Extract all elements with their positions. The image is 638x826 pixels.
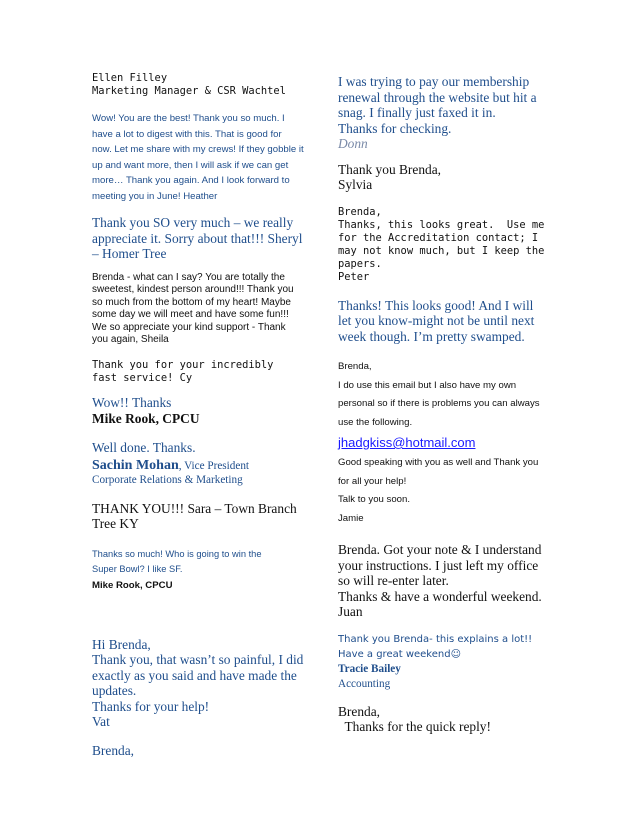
- vat-note: [92, 637, 304, 730]
- sachin-title: , Vice President: [178, 459, 250, 472]
- sylvia-line: Thank you Brenda,: [338, 161, 442, 177]
- tracie-note: [338, 632, 550, 692]
- left-column: [92, 72, 304, 758]
- mike-rook-note-2: [92, 547, 304, 593]
- sylvia-note: [338, 162, 550, 193]
- vat-thanks: Thanks for your help!: [92, 698, 210, 714]
- sachin-dept: Corporate Relations & Marketing: [92, 473, 243, 486]
- mike2-name: Mike Rook, CPCU: [92, 579, 173, 591]
- donn-note: [338, 74, 550, 152]
- heather-note: Wow! You are the best! Thank you so much. I have a lot to digest with this. That is good for now. Let me share with my crews! If they gobble it up and want more, then I will ask if we can get more… Thank you again. And I look forward to meeting you in June! Heather: [92, 113, 304, 202]
- jamie-email-link[interactable]: jhadgkiss@hotmail.com: [338, 435, 476, 450]
- sheila-note: Brenda - what can I say? You are totally the sweetest, kindest person around!!! Thank you so much from the bottom of my heart! Maybe some day we will meet and have some fun!!! We so appreciate your kind support - Thank you again, Sheila: [92, 271, 294, 346]
- donn-body: I was trying to pay our membership renewal through the website but hit a snag. I finally just faxed it in.: [338, 74, 537, 120]
- last-line: Thanks for the quick reply!: [338, 719, 491, 734]
- thanks-good-note: Thanks! This looks good! And I will let you know-might not be until next week though. I’m pretty swamped.: [338, 297, 535, 344]
- peter-note: Brenda, Thanks, this looks great. Use me for the Accreditation contact; I may not know much, but I keep the papers. Peter: [338, 205, 545, 283]
- last-greeting: Brenda,: [338, 703, 381, 719]
- sara-note: THANK YOU!!! Sara – Town Branch Tree KY: [92, 500, 297, 532]
- donn-thanks: Thanks for checking.: [338, 120, 452, 136]
- mike2-line1: Thanks so much! Who is going to win the: [92, 548, 262, 559]
- vat-greeting: Hi Brenda,: [92, 636, 151, 652]
- last-note: [338, 704, 550, 735]
- tracie-name: Tracie Bailey: [338, 662, 401, 675]
- ellen-filley-note: [92, 72, 304, 98]
- donn-sign: Donn: [338, 136, 368, 151]
- jamie-body: I do use this email but I also have my own personal so if there is problems you can always use the following.: [338, 379, 540, 428]
- left-last-greeting: Brenda,: [92, 742, 135, 758]
- mike1-line: Wow!! Thanks: [92, 395, 172, 411]
- ellen-name: Ellen Filley: [92, 72, 168, 84]
- tracie-line1: Thank you Brenda- this explains a lot!!: [338, 633, 533, 645]
- jamie-body2: Good speaking with you as well and Thank you for all your help!: [338, 457, 539, 487]
- tracie-dept: Accounting: [338, 677, 391, 690]
- sachin-mohan-note: [92, 440, 304, 486]
- sachin-line: Well done. Thanks.: [92, 440, 196, 456]
- tracie-line2: Have a great weekend☺: [338, 648, 462, 660]
- sheryl-note: Thank you SO very much – we really appreciate it. Sorry about that!!! Sheryl – Homer Tree: [92, 215, 303, 261]
- sylvia-sign: Sylvia: [338, 177, 373, 192]
- mike1-name: Mike Rook, CPCU: [92, 410, 200, 426]
- mike2-line2: Super Bowl? I like SF.: [92, 564, 183, 575]
- ellen-title: Marketing Manager & CSR Wachtel: [92, 85, 286, 97]
- vat-body: Thank you, that wasn’t so painful, I did exactly as you said and have made the updates.: [92, 652, 304, 699]
- jamie-greeting: Brenda,: [338, 361, 372, 372]
- mike-rook-note-1: [92, 395, 304, 426]
- jamie-later: Talk to you soon.: [338, 494, 410, 505]
- jamie-sign: Jamie: [338, 512, 364, 524]
- sachin-name: Sachin Mohan: [92, 457, 179, 473]
- jamie-note: [338, 358, 550, 528]
- juan-note: Brenda. Got your note & I understand your instructions. I just left my office so will re-enter later. Thanks & have a wonderful weekend. Juan: [338, 542, 542, 619]
- cy-note: Thank you for your incredibly fast service! Cy: [92, 359, 274, 385]
- vat-sign: Vat: [92, 714, 110, 730]
- right-column: [338, 74, 550, 735]
